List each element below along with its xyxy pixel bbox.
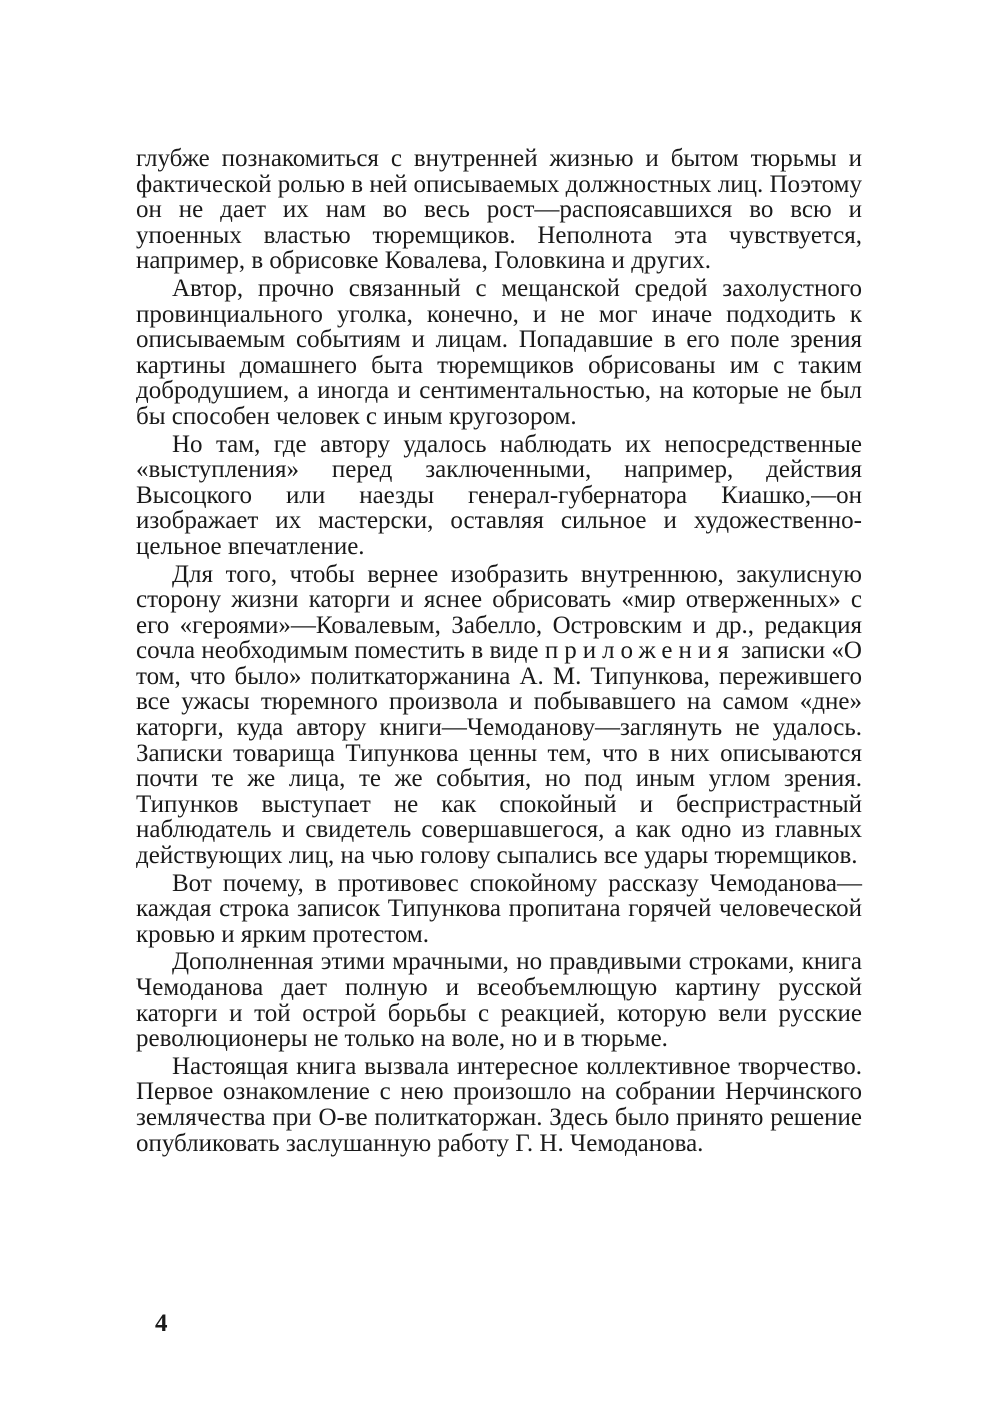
paragraph-4-spaced-word: приложения: [544, 637, 735, 665]
paragraph-4-part-2: записки «О том, что было» политкаторжанина А. М. Типункова, пережившего все ужасы тюремного произвола и побывавшего на самом «дне» каторги, куда автору книги—Чемоданову—заглянуть не удалось. Записки товарища Типункова ценны тем, что в них описываются почти те же лица, те же события, но под иным углом зрения. Типунков выступает не как спокойный и беспристрастный наблюдатель и свидетель совершавшегося, а как одно из главных действующих лиц, на чью голову сыпались все удары тюремщиков.: [136, 637, 862, 870]
paragraph-4-part-1: Для того, чтобы вернее изобразить внутреннюю, закулисную сторону жизни каторги и яснее обрисовать «мир отверженных» с его «героями»—Ковалевым, Забелло, Островским и др., редакция сочла необходимым поместить в виде: [136, 560, 862, 665]
paragraph-3: Но там, где автору удалось наблюдать их непосредственные «выступления» перед заключенными, например, действия Высоцкого или наезды генерал-губернатора Киашко,—он изображает их мастерски, оставляя сильное и художественно-цельное впечатление.: [136, 430, 862, 560]
paragraph-1: глубже познакомиться с внутренней жизнью и бытом тюрьмы и фактической ролью в ней описываемых должностных лиц. Поэтому он не дает их нам во весь рост—распоясавшихся во всю и упоенных властью тюремщиков. Неполнота эта чувствуется, например, в обрисовке Ковалева, Головкина и других.: [136, 145, 862, 275]
page-number: 4: [155, 1310, 168, 1337]
paragraph-6: Дополненная этими мрачными, но правдивыми строками, книга Чемоданова дает полную и всеобъемлющую картину русской каторги и той острой борьбы с реакцией, которую вели русские революционеры не только на воле, но и в тюрьме.: [136, 948, 862, 1053]
body-text: [136, 146, 862, 1158]
paragraph-5: Вот почему, в противовес спокойному рассказу Чемоданова—каждая строка записок Типункова пропитана горячей человеческой кровью и ярким протестом.: [136, 869, 862, 948]
paragraph-2: Автор, прочно связанный с мещанской средой захолустного провинциального уголка, конечно, и не мог иначе подходить к описываемым событиям и лицам. Попадавшие в его поле зрения картины домашнего быта тюремщиков обрисованы им с таким добродушием, а иногда и сентиментальностью, на которые не был бы способен человек с иным кругозором.: [136, 274, 862, 430]
paragraph-7: Настоящая книга вызвала интересное коллективное творчество. Первое ознакомление с нею произошло на собрании Нерчинского землячества при О-ве политкаторжан. Здесь было принято решение опубликовать заслушанную работу Г. Н. Чемоданова.: [136, 1052, 862, 1157]
paragraph-4: [136, 562, 862, 869]
